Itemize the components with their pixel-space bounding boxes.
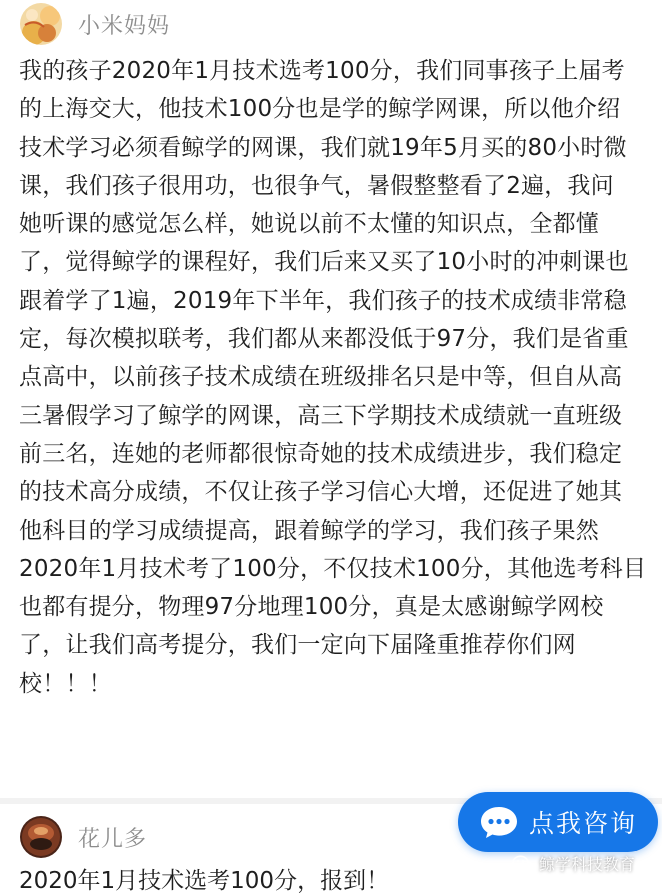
comment-line: 跟着学了1遍，2019年下半年，我们孩子的技术成绩非常稳	[19, 287, 627, 314]
comment-line: 也都有提分，物理97分地理100分，真是太感谢鲸学网校	[19, 594, 604, 621]
comment-line: 的上海交大，他技术100分也是学的鲸学网课，所以他介绍	[19, 96, 621, 123]
chat-bubble-icon	[479, 804, 519, 840]
watermark-text: 鲸学科技教育	[539, 855, 636, 874]
comment-line: 三暑假学习了鲸学的网课，高三下学期技术成绩就一直班级	[19, 402, 623, 429]
avatar-image	[20, 3, 62, 45]
consult-button[interactable]	[458, 792, 658, 852]
comment-line: 校！！！	[19, 670, 112, 697]
comment-line: 定，每次模拟联考，我们都从来都没低于97分，我们是省重	[19, 326, 629, 353]
username[interactable]: 小米妈妈	[78, 13, 171, 39]
post-header	[20, 3, 170, 45]
comment-line: 前三名，连她的老师都很惊奇她的技术成绩进步，我们稳定	[19, 440, 623, 467]
avatar-image	[20, 816, 62, 858]
comment-line: 她听课的感觉怎么样，她说以前不太懂的知识点，全都懂	[19, 211, 599, 238]
avatar[interactable]	[20, 816, 62, 858]
wechat-icon	[512, 855, 534, 873]
comment-line: 2020年1月技术考了100分，不仅技术100分，其他选考科目	[19, 555, 647, 582]
comment-line: 了，觉得鲸学的课程好，我们后来又买了10小时的冲刺课也	[19, 249, 629, 276]
comment-body: 2020年1月技术选考100分，报到！	[19, 868, 390, 894]
comment-body	[19, 52, 649, 703]
consult-label: 点我咨询	[528, 809, 637, 838]
username[interactable]: 花儿多	[78, 826, 148, 852]
avatar[interactable]	[20, 3, 62, 45]
comment-line: 我的孩子2020年1月技术选考100分，我们同事孩子上届考	[19, 58, 625, 84]
comment-line: 技术学习必须看鲸学的网课，我们就19年5月买的80小时微	[19, 134, 627, 161]
post-header	[20, 816, 147, 858]
comment-line: 的技术高分成绩，不仅让孩子学习信心大增，还促进了她其	[19, 479, 623, 506]
comment-line: 课，我们孩子很用功，也很争气，暑假整整看了2遍，我问	[19, 172, 614, 199]
comment-line: 点高中，以前孩子技术成绩在班级排名只是中等，但自从高	[19, 364, 623, 391]
comment-line: 他科目的学习成绩提高，跟着鲸学的学习，我们孩子果然	[19, 517, 599, 544]
watermark	[512, 852, 635, 875]
comment-line: 了，让我们高考提分，我们一定向下届隆重推荐你们网	[19, 632, 576, 659]
